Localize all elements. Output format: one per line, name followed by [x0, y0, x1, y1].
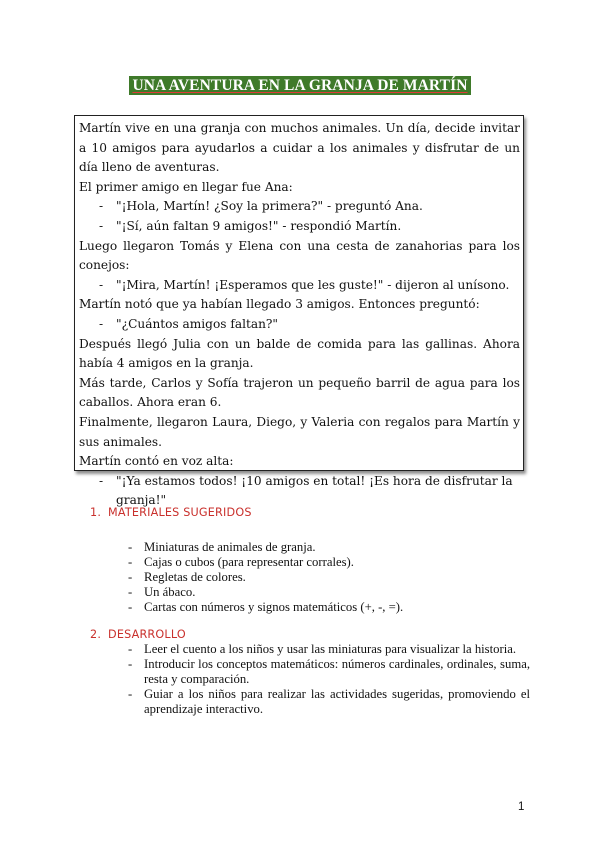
story-line-conto: Martín contó en voz alta: [79, 454, 234, 469]
list-item: - Cajas o cubos (para representar corrales). [128, 555, 354, 569]
dialog-line: - "¡Mira, Martín! ¡Esperamos que les guste!" - dijeron al unísono. [79, 276, 520, 296]
story-line-ana: El primer amigo en llegar fue Ana: [79, 179, 293, 194]
list-item: - Un ábaco. [128, 585, 196, 599]
desarrollo-list [90, 642, 530, 717]
story-line-julia: Después llegó Julia con un balde de comida para las gallinas. Ahora había 4 amigos en la granja. [79, 336, 520, 371]
dialog-ana-list [79, 197, 520, 236]
desarrollo-heading: 2. DESARROLLO [90, 628, 186, 641]
list-item: - Guiar a los niños para realizar las actividades sugeridas, promoviendo el aprendizaje interactivo. [128, 687, 530, 716]
desarrollo-section [90, 627, 530, 717]
materiales-list [90, 540, 530, 615]
story-line-final: Finalmente, llegaron Laura, Diego, y Valeria con regalos para Martín y sus animales. [79, 414, 520, 449]
dialog-noto-list [79, 315, 520, 335]
dialog-line: - "¡Hola, Martín! ¿Soy la primera?" - preguntó Ana. [79, 197, 520, 217]
dash-bullet: - [99, 218, 104, 233]
story-intro: Martín vive en una granja con muchos animales. Un día, decide invitar a 10 amigos para ayudarlos a cuidar a los animales y disfrutar de un día lleno de aventuras. [79, 121, 520, 175]
materiales-heading: 1. MATERIALES SUGERIDOS [90, 506, 252, 519]
story-line-tomas: Luego llegaron Tomás y Elena con una cesta de zanahorias para los conejos: [79, 238, 520, 273]
dialog-line: - "¡Sí, aún faltan 9 amigos!" - respondió Martín. [79, 217, 520, 237]
story-line-noto: Martín notó que ya habían llegado 3 amigos. Entonces preguntó: [79, 297, 480, 312]
list-item: - Introducir los conceptos matemáticos: números cardinales, ordinales, suma, resta y comparación. [128, 657, 530, 686]
dialog-line: - "¡Ya estamos todos! ¡10 amigos en total! ¡Es hora de disfrutar la granja!" [99, 473, 513, 508]
list-item: - Regletas de colores. [128, 570, 246, 584]
list-item: - Cartas con números y signos matemáticos (+, -, =). [128, 600, 404, 614]
dash-bullet: - [99, 316, 104, 331]
title-wrap [0, 75, 600, 95]
materiales-section [90, 505, 530, 615]
dash-bullet: - [99, 277, 104, 292]
page-title: UNA AVENTURA EN LA GRANJA DE MARTÍN [129, 76, 470, 95]
list-item: - Miniaturas de animales de granja. [128, 540, 316, 554]
story-line-carlos: Más tarde, Carlos y Sofía trajeron un pequeño barril de agua para los caballos. Ahora eran 6. [79, 375, 520, 410]
dialog-tomas-list [79, 276, 520, 296]
page-number: 1 [518, 801, 525, 813]
story-box [74, 115, 524, 508]
list-item: - Leer el cuento a los niños y usar las miniaturas para visualizar la historia. [128, 642, 517, 656]
dialog-line: - "¿Cuántos amigos faltan?" [79, 315, 520, 335]
dash-bullet: - [99, 473, 104, 488]
dash-bullet: - [99, 199, 104, 214]
